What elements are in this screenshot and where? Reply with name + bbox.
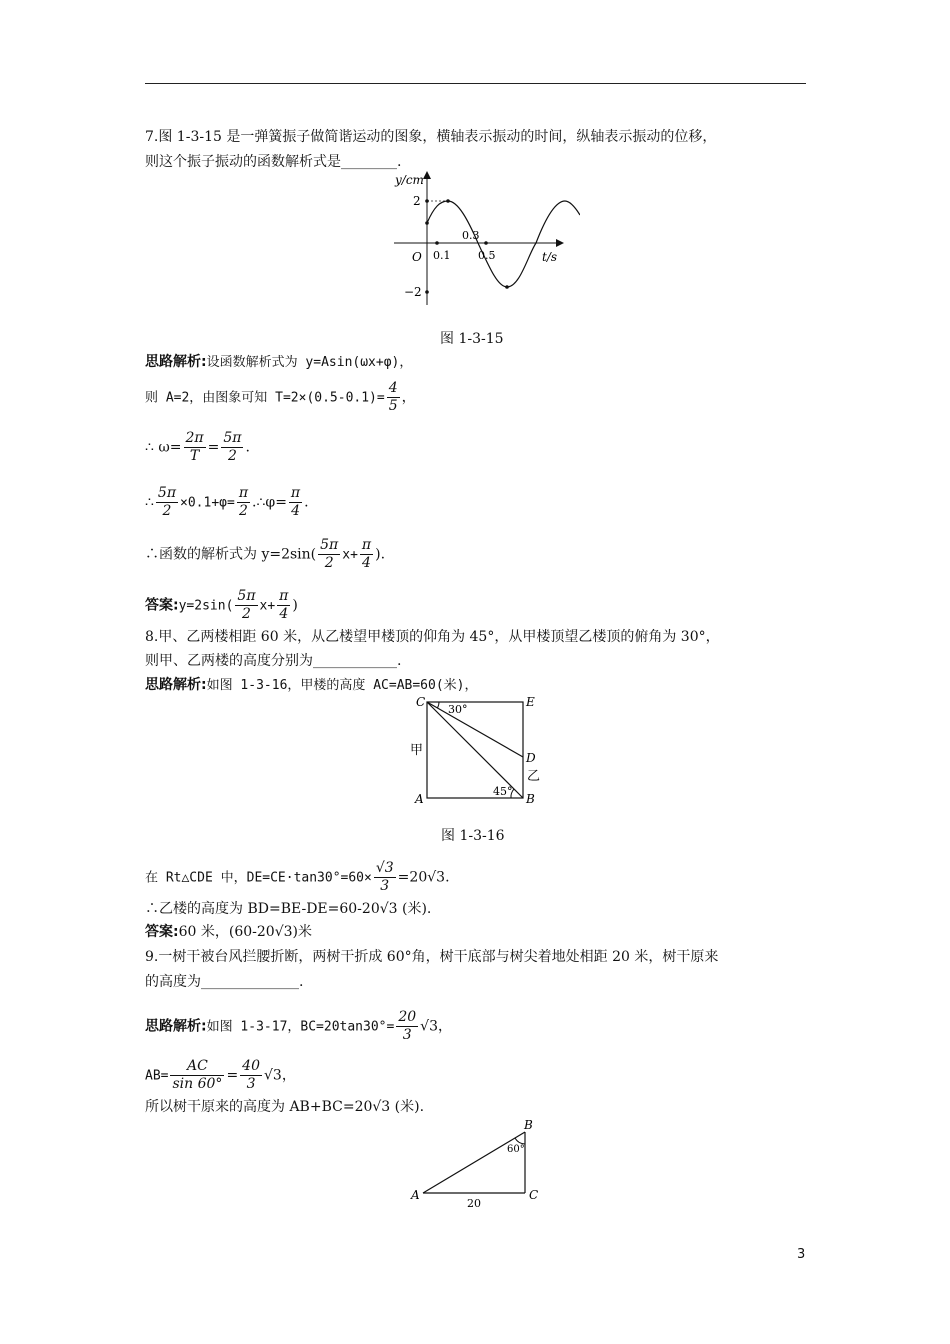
y-axis-label: y/cm [395, 173, 424, 187]
point-B: B [526, 792, 535, 806]
q7-step2: 则 A=2，由图象可知 T=2×(0.5-0.1)= $\frac{4}{5}$ ， [145, 380, 416, 414]
q7-step1: 设函数解析式为 y=Asin(ωx+φ)， [206, 355, 413, 370]
q7-step5: ∴函数的解析式为 y=2sin( $\frac{5\pi}{2}$ x+ $\frac{\pi}{4}$ ). [145, 537, 386, 571]
q8-step1: 如图 1-3-16，甲楼的高度 AC=AB=60(米)， [206, 678, 478, 693]
point-D: D [526, 751, 536, 765]
q7-step3: ∴ ω= $\frac{2\pi}{T}$ = $\frac{5\pi}{2}$ . [145, 430, 250, 464]
caption-1-3-15: 图 1-3-15 [440, 331, 504, 347]
t-axis-label: t/s [542, 250, 558, 264]
q7-text-line2: 则这个振子振动的函数解析式是________. [145, 154, 402, 170]
angle-45: 45° [493, 785, 513, 798]
figure-1-3-17 [405, 1117, 555, 1212]
t-tick-0-1: 0.1 [433, 249, 451, 262]
y-tick-neg2: −2 [404, 285, 422, 299]
q8-step2: 在 Rt△CDE 中，DE=CE·tan30°=60× $\frac{√3}{3}$ =20√3. [145, 860, 450, 894]
q9-step2: AB= $\frac{AC}{\sin 60^\circ}$ = $\frac{40}{3}$ √3， [145, 1058, 296, 1092]
header-rule [145, 83, 806, 84]
q8-step3: ∴乙楼的高度为 BD=BE-DE=60-20√3 (米). [145, 901, 432, 917]
building-yi: 乙 [527, 769, 541, 784]
analysis-label: 思路解析: [145, 1018, 207, 1035]
angle-30: 30° [448, 703, 468, 716]
page-number: 3 [797, 1247, 806, 1262]
q9-step1: 思路解析:如图 1-3-17，BC=20tan30°= $\frac{20}{3}$ √3， [145, 1009, 452, 1043]
angle-60: 60° [507, 1144, 525, 1155]
t-tick-0-3: 0.3 [462, 229, 480, 242]
q7-answer: 答案:y=2sin( $\frac{5\pi}{2}$ x+ $\frac{\pi}{4}$ ) [145, 588, 298, 622]
q7-text-line1: 7.图 1-3-15 是一弹簧振子做简谐运动的图象，横轴表示振动的时间，纵轴表示振动的位移， [145, 129, 717, 145]
point-A: A [415, 792, 424, 806]
point-E: E [526, 695, 535, 709]
base-length: 20 [467, 1197, 481, 1210]
caption-1-3-16: 图 1-3-16 [441, 828, 505, 844]
analysis-label: 思路解析: [145, 677, 207, 693]
figure-1-3-15 [380, 165, 580, 310]
point-A: A [411, 1188, 420, 1202]
point-C: C [529, 1188, 539, 1202]
q8-text-line1: 8.甲、乙两楼相距 60 米，从乙楼望甲楼顶的仰角为 45°，从甲楼顶望乙楼顶的俯角为 30°， [145, 629, 720, 645]
building-jia: 甲 [410, 743, 424, 758]
y-tick-2: 2 [413, 194, 421, 208]
q7-step4: ∴ $\frac{5\pi}{2}$ ×0.1+φ= $\frac{\pi}{2}$ .∴φ= $\frac{\pi}{4}$ . [145, 485, 309, 519]
q9-text-line2: 的高度为______________. [145, 974, 304, 990]
point-B: B [524, 1118, 533, 1132]
analysis-label: 思路解析: [145, 354, 207, 370]
q9-text-line1: 9.一树干被台风拦腰折断，两树干折成 60°角，树干底部与树尖着地处相距 20 米，树干原来 [145, 949, 719, 965]
q8-answer: 答案:60 米，(60-20√3)米 [145, 924, 312, 940]
origin-label: O [412, 250, 422, 264]
q9-step3: 所以树干原来的高度为 AB+BC=20√3 (米). [145, 1099, 425, 1115]
figure-1-3-16 [405, 692, 545, 807]
point-C: C [416, 695, 426, 709]
q8-text-line2: 则甲、乙两楼的高度分别为____________. [145, 653, 402, 669]
t-tick-0-5: 0.5 [478, 249, 496, 262]
